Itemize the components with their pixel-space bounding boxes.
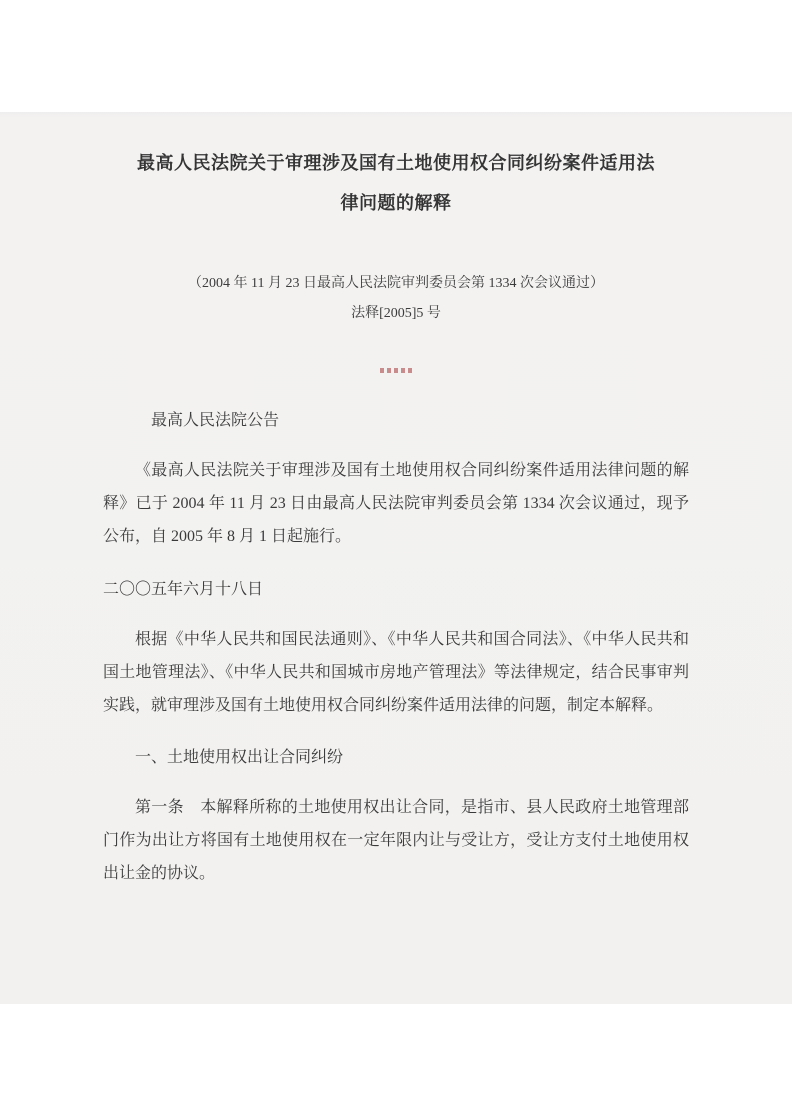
legal-basis-paragraph: 根据《中华人民共和国民法通则》、《中华人民共和国合同法》、《中华人民共和国土地管理法》、《中华人民共和国城市房地产管理法》等法律规定，结合民事审判实践，就审理涉及国有土地使用权合同纠纷案件适用法律的问题，制定本解释。 [103,631,689,714]
red-dots-divider [103,368,689,373]
red-dot [394,368,398,373]
document-number: 法释[2005]5 号 [351,306,441,321]
approval-line: （2004 年 11 月 23 日最高人民法院审判委员会第 1334 次会议通过） [188,276,604,291]
document-content [0,143,792,890]
red-dot [408,368,412,373]
paper-scan-area [0,112,792,1004]
article-1-paragraph: 第一条 本解释所称的土地使用权出让合同，是指市、县人民政府土地管理部门作为出让方将国有土地使用权在一定年限内让与受让方，受让方支付土地使用权出让金的协议。 [103,799,689,882]
document-title-line-1: 最高人民法院关于审理涉及国有土地使用权合同纠纷案件适用法 [137,153,655,173]
document-title [103,143,689,223]
document-title-line-2: 律问题的解释 [340,193,452,213]
red-dot [380,368,384,373]
red-dot [387,368,391,373]
announcement-heading: 最高人民法院公告 [151,412,280,429]
promulgation-date: 二〇〇五年六月十八日 [103,581,264,598]
document-meta [103,269,689,329]
announcement-paragraph: 《最高人民法院关于审理涉及国有土地使用权合同纠纷案件适用法律问题的解释》已于 2004 年 11 月 23 日由最高人民法院审判委员会第 1334 次会议通过，现予公布，自 2005 年 8 月 1 日起施行。 [103,462,689,545]
section-heading-1: 一、土地使用权出让合同纠纷 [135,749,344,766]
red-dot [401,368,405,373]
